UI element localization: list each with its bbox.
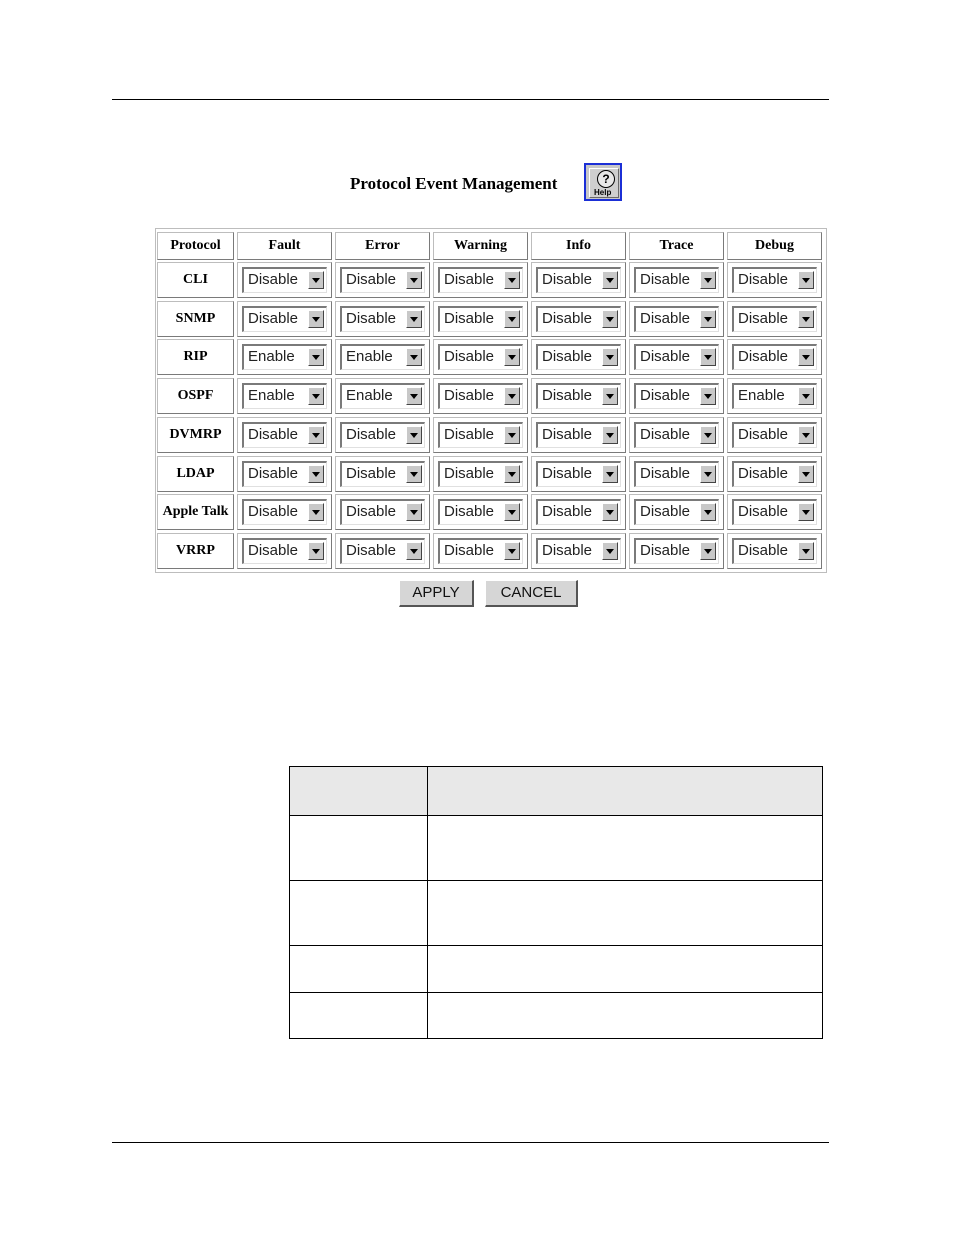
select-value: Disable [248,465,299,482]
setting-cell [531,301,626,337]
select-value: Enable [346,387,393,404]
dropdown-arrow-icon[interactable] [700,271,716,289]
select-apple-talk-debug[interactable] [732,499,817,525]
setting-cell [727,494,822,530]
select-value: Disable [640,542,691,559]
setting-cell [237,417,332,453]
column-header-protocol: Protocol [157,232,234,260]
apply-button[interactable]: APPLY [399,580,474,607]
setting-cell [531,262,626,298]
select-value: Disable [248,426,299,443]
setting-cell [433,262,528,298]
setting-cell [433,494,528,530]
dropdown-arrow-icon[interactable] [504,348,520,366]
select-value: Disable [640,310,691,327]
setting-cell [727,456,822,492]
select-value: Enable [738,387,785,404]
select-ldap-trace[interactable] [634,461,719,487]
select-value: Disable [542,465,593,482]
select-value: Enable [248,387,295,404]
setting-cell [237,262,332,298]
select-value: Disable [738,542,789,559]
dropdown-arrow-icon[interactable] [308,387,324,405]
dropdown-arrow-icon[interactable] [602,348,618,366]
dropdown-arrow-icon[interactable] [700,387,716,405]
protocol-label: SNMP [157,301,234,337]
setting-cell [629,456,724,492]
select-apple-talk-warning[interactable] [438,499,523,525]
protocol-label: OSPF [157,378,234,414]
select-snmp-info[interactable] [536,306,621,332]
dropdown-arrow-icon[interactable] [308,542,324,560]
select-cli-info[interactable] [536,267,621,293]
help-button[interactable] [584,163,622,201]
select-value: Disable [248,542,299,559]
select-cli-error[interactable] [340,267,425,293]
select-cli-debug[interactable] [732,267,817,293]
dropdown-arrow-icon[interactable] [798,310,814,328]
select-value: Disable [542,310,593,327]
page-title: Protocol Event Management [350,174,558,193]
select-value: Disable [346,503,397,520]
select-value: Disable [640,387,691,404]
help-label: Help [594,188,612,197]
select-dvmrp-error[interactable] [340,422,425,448]
select-ldap-fault[interactable] [242,461,327,487]
setting-cell [629,494,724,530]
select-vrrp-fault[interactable] [242,538,327,564]
dropdown-arrow-icon[interactable] [700,348,716,366]
select-value: Disable [640,271,691,288]
select-value: Disable [738,465,789,482]
column-header-trace: Trace [629,232,724,260]
setting-cell [727,339,822,375]
select-vrrp-info[interactable] [536,538,621,564]
setting-cell [335,456,430,492]
setting-cell [629,301,724,337]
description-table-row-divider [290,992,822,993]
dropdown-arrow-icon[interactable] [700,503,716,521]
protocol-label: Apple Talk [157,494,234,530]
setting-cell [433,339,528,375]
protocol-event-table [155,228,827,573]
protocol-label: CLI [157,262,234,298]
description-table-row-divider [290,880,822,881]
select-dvmrp-debug[interactable] [732,422,817,448]
select-value: Disable [248,271,299,288]
select-ldap-info[interactable] [536,461,621,487]
select-snmp-debug[interactable] [732,306,817,332]
dropdown-arrow-icon[interactable] [798,426,814,444]
select-value: Enable [346,348,393,365]
dropdown-arrow-icon[interactable] [504,426,520,444]
dropdown-arrow-icon[interactable] [308,310,324,328]
dropdown-arrow-icon[interactable] [406,271,422,289]
select-dvmrp-warning[interactable] [438,422,523,448]
setting-cell [727,378,822,414]
dropdown-arrow-icon[interactable] [308,465,324,483]
dropdown-arrow-icon[interactable] [504,542,520,560]
select-value: Disable [346,542,397,559]
select-value: Disable [444,271,495,288]
description-table [289,766,823,1039]
select-value: Disable [346,310,397,327]
select-value: Disable [542,348,593,365]
select-value: Disable [444,503,495,520]
dropdown-arrow-icon[interactable] [504,503,520,521]
select-ospf-info[interactable] [536,383,621,409]
dropdown-arrow-icon[interactable] [798,387,814,405]
select-cli-warning[interactable] [438,267,523,293]
top-rule [112,99,829,100]
setting-cell [727,533,822,569]
select-snmp-trace[interactable] [634,306,719,332]
select-value: Enable [248,348,295,365]
select-apple-talk-fault[interactable] [242,499,327,525]
dropdown-arrow-icon[interactable] [602,310,618,328]
dropdown-arrow-icon[interactable] [308,348,324,366]
dropdown-arrow-icon[interactable] [602,542,618,560]
select-rip-fault[interactable] [242,344,327,370]
setting-cell [531,417,626,453]
select-value: Disable [542,426,593,443]
setting-cell [629,262,724,298]
select-value: Disable [640,503,691,520]
setting-cell [531,456,626,492]
select-vrrp-debug[interactable] [732,538,817,564]
description-table-header [290,767,822,816]
select-value: Disable [248,503,299,520]
select-value: Disable [542,271,593,288]
select-value: Disable [738,503,789,520]
dropdown-arrow-icon[interactable] [406,348,422,366]
select-ospf-fault[interactable] [242,383,327,409]
select-value: Disable [346,271,397,288]
select-value: Disable [444,542,495,559]
bottom-rule [112,1142,829,1143]
select-snmp-fault[interactable] [242,306,327,332]
setting-cell [433,456,528,492]
dropdown-arrow-icon[interactable] [406,465,422,483]
title-row [0,162,954,206]
select-apple-talk-info[interactable] [536,499,621,525]
setting-cell [335,494,430,530]
select-rip-trace[interactable] [634,344,719,370]
dropdown-arrow-icon[interactable] [406,426,422,444]
protocol-label: LDAP [157,456,234,492]
dropdown-arrow-icon[interactable] [406,387,422,405]
select-value: Disable [640,426,691,443]
dropdown-arrow-icon[interactable] [406,542,422,560]
select-vrrp-error[interactable] [340,538,425,564]
column-header-warning: Warning [433,232,528,260]
select-value: Disable [444,348,495,365]
select-cli-fault[interactable] [242,267,327,293]
help-icon [589,168,619,198]
select-ldap-debug[interactable] [732,461,817,487]
dropdown-arrow-icon[interactable] [602,387,618,405]
setting-cell [335,262,430,298]
select-value: Disable [738,271,789,288]
setting-cell [237,378,332,414]
select-value: Disable [444,387,495,404]
setting-cell [237,533,332,569]
select-value: Disable [444,310,495,327]
select-value: Disable [248,310,299,327]
select-value: Disable [738,310,789,327]
select-value: Disable [542,387,593,404]
select-vrrp-trace[interactable] [634,538,719,564]
column-header-error: Error [335,232,430,260]
dropdown-arrow-icon[interactable] [308,503,324,521]
setting-cell [531,339,626,375]
select-vrrp-warning[interactable] [438,538,523,564]
setting-cell [237,456,332,492]
dropdown-arrow-icon[interactable] [308,426,324,444]
select-ospf-error[interactable] [340,383,425,409]
setting-cell [531,533,626,569]
setting-cell [629,339,724,375]
dropdown-arrow-icon[interactable] [504,387,520,405]
select-apple-talk-trace[interactable] [634,499,719,525]
select-ospf-trace[interactable] [634,383,719,409]
column-header-info: Info [531,232,626,260]
setting-cell [629,533,724,569]
setting-cell [531,494,626,530]
setting-cell [335,339,430,375]
setting-cell [727,301,822,337]
select-value: Disable [738,348,789,365]
setting-cell [237,339,332,375]
select-value: Disable [640,348,691,365]
dropdown-arrow-icon[interactable] [406,503,422,521]
dropdown-arrow-icon[interactable] [504,271,520,289]
setting-cell [433,301,528,337]
dropdown-arrow-icon[interactable] [700,310,716,328]
column-header-debug: Debug [727,232,822,260]
dropdown-arrow-icon[interactable] [602,503,618,521]
setting-cell [335,533,430,569]
setting-cell [727,417,822,453]
column-header-fault: Fault [237,232,332,260]
protocol-label: RIP [157,339,234,375]
select-cli-trace[interactable] [634,267,719,293]
dropdown-arrow-icon[interactable] [504,310,520,328]
dropdown-arrow-icon[interactable] [798,542,814,560]
protocol-label: VRRP [157,533,234,569]
setting-cell [335,417,430,453]
question-mark-icon: ? [597,170,615,188]
select-ldap-error[interactable] [340,461,425,487]
setting-cell [727,262,822,298]
select-value: Disable [738,426,789,443]
dropdown-arrow-icon[interactable] [602,465,618,483]
dropdown-arrow-icon[interactable] [602,271,618,289]
dropdown-arrow-icon[interactable] [700,426,716,444]
select-ospf-debug[interactable] [732,383,817,409]
dropdown-arrow-icon[interactable] [700,465,716,483]
select-rip-warning[interactable] [438,344,523,370]
setting-cell [433,533,528,569]
select-apple-talk-error[interactable] [340,499,425,525]
select-dvmrp-trace[interactable] [634,422,719,448]
dropdown-arrow-icon[interactable] [504,465,520,483]
dropdown-arrow-icon[interactable] [602,426,618,444]
select-value: Disable [444,426,495,443]
select-rip-debug[interactable] [732,344,817,370]
setting-cell [629,417,724,453]
setting-cell [335,301,430,337]
select-value: Disable [444,465,495,482]
setting-cell [433,417,528,453]
select-snmp-warning[interactable] [438,306,523,332]
dropdown-arrow-icon[interactable] [798,465,814,483]
setting-cell [237,301,332,337]
setting-cell [531,378,626,414]
select-value: Disable [542,503,593,520]
protocol-label: DVMRP [157,417,234,453]
dropdown-arrow-icon[interactable] [798,271,814,289]
dropdown-arrow-icon[interactable] [308,271,324,289]
select-snmp-error[interactable] [340,306,425,332]
description-table-row-divider [290,945,822,946]
select-rip-error[interactable] [340,344,425,370]
setting-cell [629,378,724,414]
dropdown-arrow-icon[interactable] [798,348,814,366]
select-value: Disable [346,426,397,443]
dropdown-arrow-icon[interactable] [798,503,814,521]
select-value: Disable [542,542,593,559]
select-dvmrp-fault[interactable] [242,422,327,448]
dropdown-arrow-icon[interactable] [406,310,422,328]
setting-cell [237,494,332,530]
description-table-column-divider [427,767,428,1038]
select-ldap-warning[interactable] [438,461,523,487]
select-value: Disable [346,465,397,482]
setting-cell [335,378,430,414]
dropdown-arrow-icon[interactable] [700,542,716,560]
select-rip-info[interactable] [536,344,621,370]
select-ospf-warning[interactable] [438,383,523,409]
select-dvmrp-info[interactable] [536,422,621,448]
setting-cell [433,378,528,414]
select-value: Disable [640,465,691,482]
cancel-button[interactable]: CANCEL [485,580,578,607]
